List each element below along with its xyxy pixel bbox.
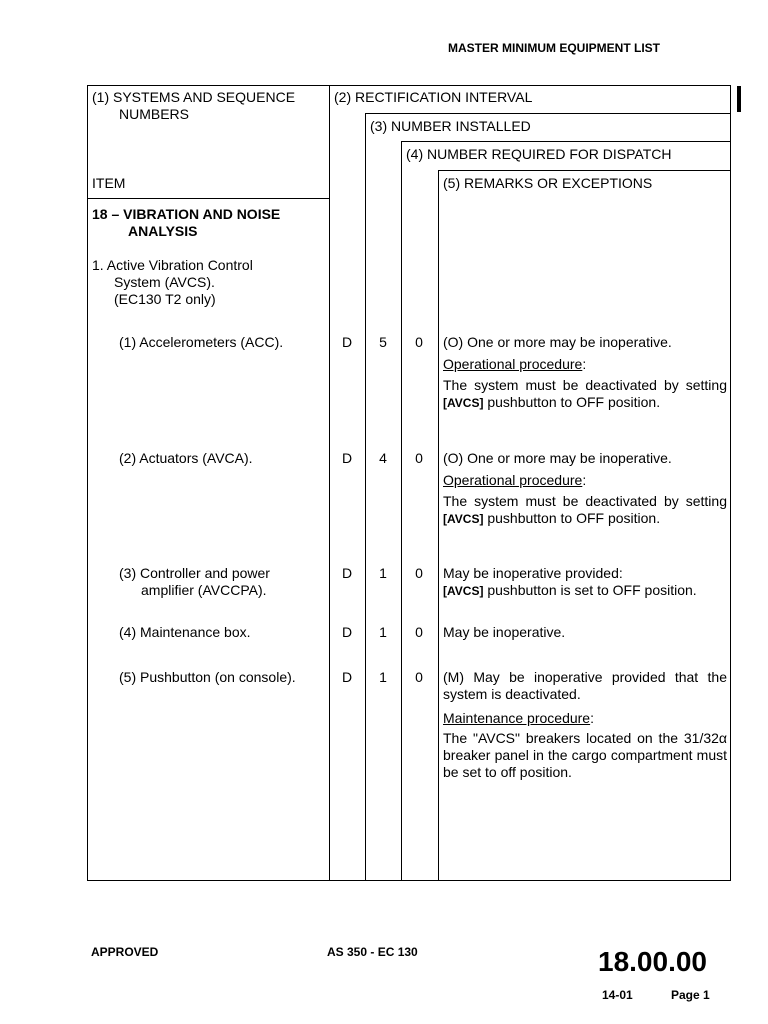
item-maintenance-box-required: 0 [415,624,423,640]
item-actuators-procedure-text: The system must be deactivated by setting [AVCS] pushbutton to OFF position. [443,493,727,526]
item-accelerometers-installed: 5 [379,334,387,350]
item-pushbutton-required: 0 [415,669,423,685]
item-controller-remark: May be inoperative provided: [443,565,623,581]
header-step-line-3 [438,170,731,171]
item-accelerometers-interval: D [341,334,353,350]
table-border-left [87,85,88,881]
column-divider-1 [329,85,330,881]
revision-change-bar [737,86,741,112]
item-header-divider [87,198,330,199]
footer-revision: 14-01 [602,988,633,1002]
column-4-header: (4) NUMBER REQUIRED FOR DISPATCH [406,146,672,162]
chapter-title: 18 – VIBRATION AND NOISE [92,206,281,222]
column-1-header-line2: NUMBERS [119,106,190,122]
item-controller-required: 0 [415,565,423,581]
footer-model: AS 350 - EC 130 [327,945,418,959]
column-divider-2 [365,113,366,881]
item-actuators-installed: 4 [379,450,387,466]
item-actuators-label: (2) Actuators (AVCA). [119,450,253,466]
header-step-line-2 [401,141,731,142]
footer-section-code: 18.00.00 [598,946,707,977]
item-accelerometers-label: (1) Accelerometers (ACC). [119,334,284,350]
item-accelerometers-required: 0 [415,334,423,350]
column-divider-3 [401,141,402,881]
item-accelerometers-procedure-title: Operational procedure: [443,356,587,372]
footer-approved: APPROVED [91,945,159,959]
item-accelerometers-procedure-text: The system must be deactivated by setting [AVCS] pushbutton to OFF position. [443,377,727,410]
item-accelerometers-remark: (O) One or more may be inoperative. [443,334,672,350]
item-controller-remark-line2: [AVCS] pushbutton is set to OFF position. [443,582,697,598]
system-title: 1. Active Vibration Control [92,257,253,273]
item-actuators-required: 0 [415,450,423,466]
item-controller-installed: 1 [379,565,387,581]
header-step-line-1 [365,113,731,114]
item-pushbutton-remark: (M) May be inoperative provided that the system is deactivated. [443,669,727,702]
column-divider-4 [438,170,439,881]
document-header-title: MASTER MINIMUM EQUIPMENT LIST [448,41,660,55]
item-controller-label-line2: amplifier (AVCCPA). [141,582,267,598]
item-pushbutton-interval: D [341,669,353,685]
item-pushbutton-procedure-title: Maintenance procedure: [443,710,594,726]
table-border-bottom [87,880,731,881]
item-actuators-procedure-title: Operational procedure: [443,472,587,488]
system-title-line2: System (AVCS). [114,274,215,290]
item-maintenance-box-remark: May be inoperative. [443,624,566,640]
column-5-header: (5) REMARKS OR EXCEPTIONS [443,175,653,191]
item-actuators-remark: (O) One or more may be inoperative. [443,450,672,466]
column-3-header: (3) NUMBER INSTALLED [370,118,531,134]
item-actuators-interval: D [341,450,353,466]
item-controller-interval: D [341,565,353,581]
column-1-header: (1) SYSTEMS AND SEQUENCE [92,89,296,105]
item-controller-label: (3) Controller and power [119,565,270,581]
column-2-header: (2) RECTIFICATION INTERVAL [334,89,533,105]
item-column-label: ITEM [92,175,126,191]
item-pushbutton-installed: 1 [379,669,387,685]
table-border-top [87,85,731,86]
item-maintenance-box-label: (4) Maintenance box. [119,624,251,640]
item-pushbutton-label: (5) Pushbutton (on console). [119,669,296,685]
footer-page-number: Page 1 [671,988,710,1002]
system-applicability: (EC130 T2 only) [114,291,216,307]
chapter-title-line2: ANALYSIS [128,223,198,239]
item-pushbutton-procedure-text: The "AVCS" breakers located on the 31/32α breaker panel in the cargo compartment must be set to off position. [443,730,727,780]
item-maintenance-box-installed: 1 [379,624,387,640]
table-border-right [730,85,731,881]
item-maintenance-box-interval: D [341,624,353,640]
